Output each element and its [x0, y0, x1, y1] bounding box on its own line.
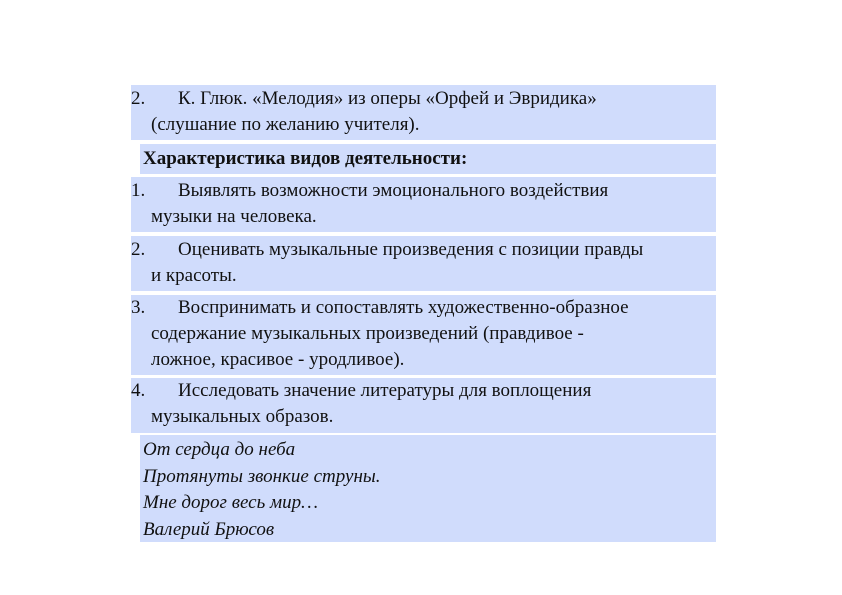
intro-item-number: 2. — [131, 88, 146, 109]
list-item-line: и красоты. — [151, 265, 237, 286]
list-item-number: 1. — [131, 180, 146, 201]
poem-line-3: Мне дорог весь мир… — [143, 492, 318, 513]
poem-line-1: От сердца до неба — [143, 439, 296, 460]
activities-heading: Характеристика видов деятельности: — [140, 144, 716, 174]
list-item-number: 4. — [131, 380, 146, 401]
poem-line-2: Протянуты звонкие струны. — [143, 465, 381, 487]
list-item-line: ложное, красивое - уродливое). — [151, 349, 405, 370]
list-item-number: 2. — [131, 239, 146, 260]
list-item-line: Оценивать музыкальные произведения с позиции правды — [178, 239, 644, 260]
list-item-line: содержание музыкальных произведений (правдивое - — [151, 323, 584, 344]
list-item-2 — [131, 236, 716, 291]
list-item-line: Выявлять возможности эмоционального воздействия — [178, 180, 609, 201]
intro-item-line-2: (слушание по желанию учителя). — [151, 114, 420, 135]
list-item-line: Исследовать значение литературы для воплощения — [178, 380, 592, 401]
intro-item-line-1: К. Глюк. «Мелодия» из оперы «Орфей и Эвридика» — [178, 88, 597, 109]
list-item-1 — [131, 177, 716, 232]
list-item-line: Воспринимать и сопоставлять художественно-образное — [178, 297, 629, 318]
list-item-3 — [131, 295, 716, 375]
poem-author: Валерий Брюсов — [143, 518, 275, 540]
list-item-4 — [131, 378, 716, 433]
poem-block — [140, 435, 716, 542]
list-item-line: музыкальных образов. — [151, 406, 334, 427]
list-item-number: 3. — [131, 297, 146, 318]
list-item-line: музыки на человека. — [151, 206, 317, 227]
intro-list-item — [131, 85, 716, 140]
